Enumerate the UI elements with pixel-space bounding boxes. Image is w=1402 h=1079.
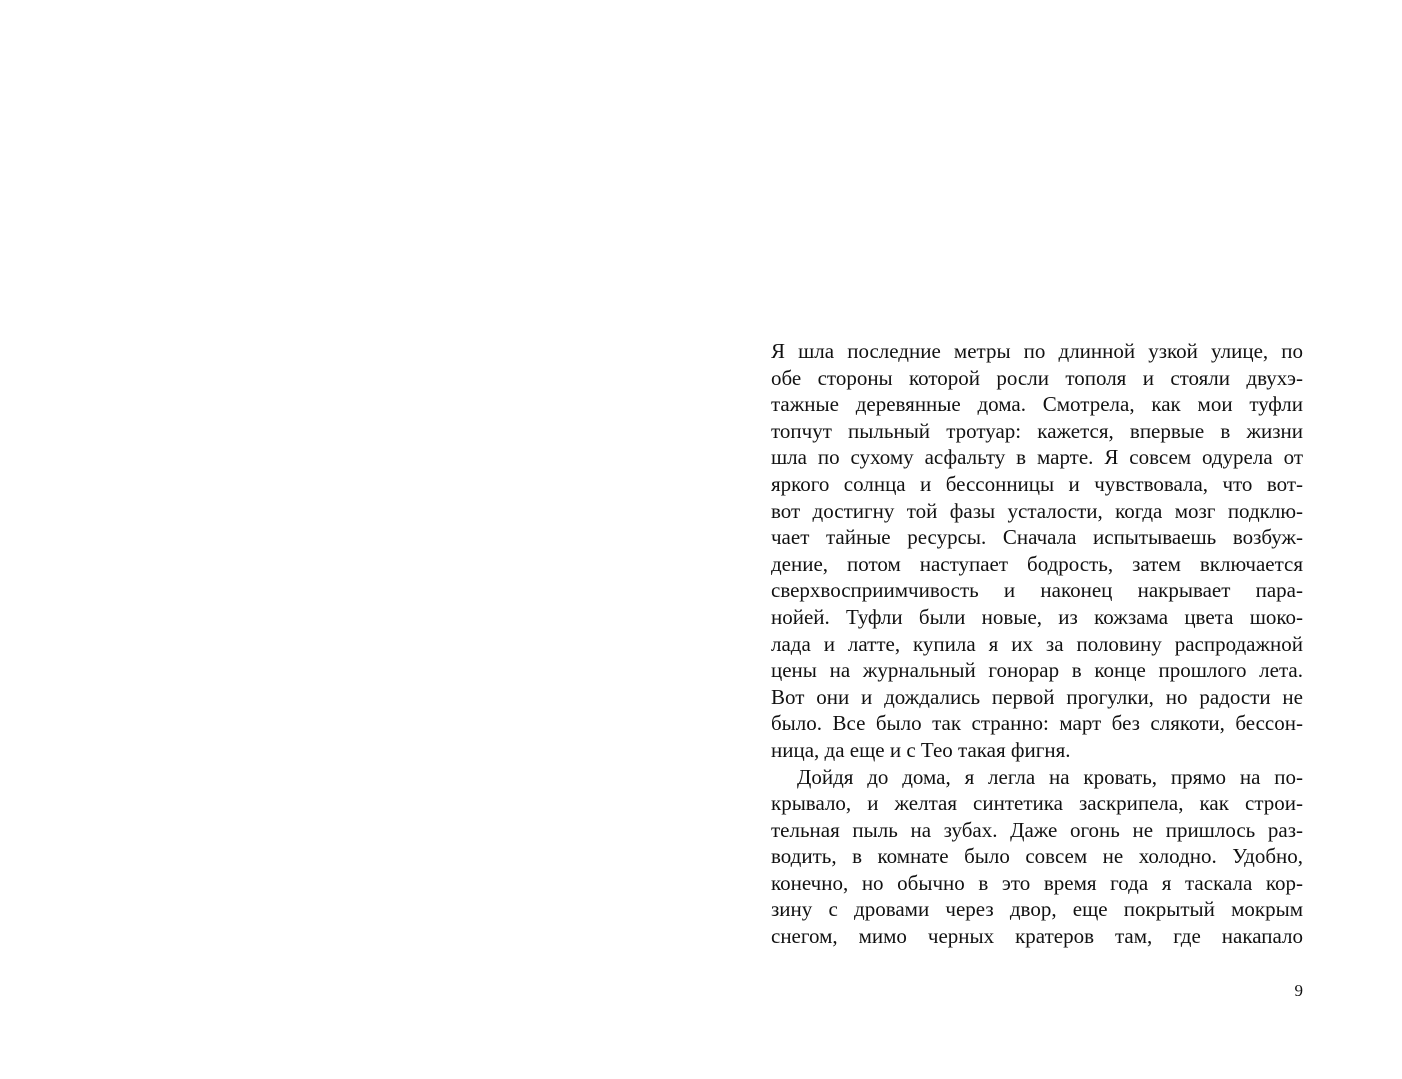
text-line: тельная пыль на зубах. Даже огонь не пришлось раз- <box>771 817 1303 842</box>
text-line: конечно, но обычно в это время года я таскала кор- <box>771 870 1303 895</box>
text-line: лада и латте, купила я их за половину распродажной <box>771 631 1303 656</box>
text-line: чает тайные ресурсы. Сначала испытываешь возбуж- <box>771 525 1303 550</box>
text-line: было. Все было так странно: март без слякоти, бессон- <box>771 711 1303 736</box>
text-line: цены на журнальный гонорар в конце прошлого лета. <box>771 658 1303 683</box>
text-line: дение, потом наступает бодрость, затем включается <box>771 551 1303 576</box>
paragraph-start-line: Дойдя до дома, я легла на кровать, прямо на по- <box>797 764 1303 789</box>
text-line: тажные деревянные дома. Смотрела, как мои туфли <box>771 392 1303 417</box>
body-text <box>771 338 1303 950</box>
text-line: Я шла последние метры по длинной узкой улице, по <box>771 339 1303 363</box>
text-line: вот достигну той фазы усталости, когда мозг подклю- <box>771 498 1303 523</box>
text-line: нойей. Туфли были новые, из кожзама цвета шоко- <box>771 604 1303 629</box>
text-line: снегом, мимо черных кратеров там, где накапало <box>771 924 1303 949</box>
text-line: зину с дровами через двор, еще покрытый мокрым <box>771 897 1303 922</box>
text-line: яркого солнца и бессонницы и чувствовала, что вот- <box>771 471 1303 496</box>
text-line: обе стороны которой росли тополя и стояли двухэ- <box>771 365 1303 390</box>
text-line: сверхвосприимчивость и наконец накрывает пара- <box>771 578 1303 603</box>
page-number: 9 <box>1294 981 1303 1000</box>
text-line: шла по сухому асфальту в марте. Я совсем одурела от <box>771 445 1303 470</box>
text-line: водить, в комнате было совсем не холодно. Удобно, <box>771 844 1303 869</box>
paragraph-end-line: ница, да еще и с Тео такая фигня. <box>771 737 1071 762</box>
text-line: крывало, и желтая синтетика заскрипела, как строи- <box>771 791 1303 816</box>
right-page <box>701 0 1402 1079</box>
text-line: Вот они и дождались первой прогулки, но радости не <box>771 684 1303 709</box>
text-line: топчут пыльный тротуар: кажется, впервые в жизни <box>771 418 1303 443</box>
